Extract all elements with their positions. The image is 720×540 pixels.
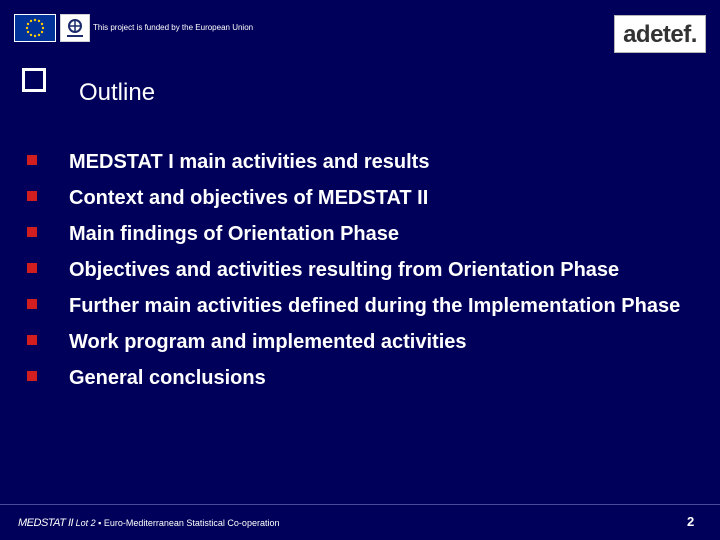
footer-program: Euro-Mediterranean Statistical Co-operation	[103, 518, 280, 528]
red-square-bullet-icon	[27, 227, 37, 237]
outline-item-text: General conclusions	[69, 367, 266, 389]
red-square-bullet-icon	[27, 191, 37, 201]
outline-item	[26, 328, 706, 357]
outline-item	[26, 256, 706, 285]
hollow-square-icon	[22, 68, 46, 92]
footer-lot: Lot 2	[75, 518, 96, 528]
footer-brand: MEDSTAT II	[18, 517, 74, 529]
adetef-logo	[614, 15, 706, 53]
red-square-bullet-icon	[27, 155, 37, 165]
outline-item	[26, 292, 706, 321]
outline-item-text: Work program and implemented activities	[69, 331, 467, 353]
outline-item	[26, 148, 706, 177]
footer-separator: ▪	[98, 518, 102, 528]
outline-item-text: Further main activities defined during the Implementation Phase	[69, 295, 681, 317]
outline-item-text: MEDSTAT I main activities and results	[69, 151, 430, 173]
red-square-bullet-icon	[27, 263, 37, 273]
slide-title: Outline	[79, 79, 156, 106]
outline-item	[26, 184, 706, 213]
outline-item	[26, 364, 706, 393]
outline-item-text: Main findings of Orientation Phase	[69, 223, 400, 245]
red-square-bullet-icon	[27, 299, 37, 309]
outline-item	[26, 220, 706, 249]
eu-flag-icon	[14, 14, 56, 42]
outline-item-text: Objectives and activities resulting from Orientation Phase	[69, 259, 620, 281]
red-square-bullet-icon	[27, 335, 37, 345]
funding-notice: This project is funded by the European Union	[93, 23, 254, 32]
footer	[18, 517, 279, 529]
outline-item-text: Context and objectives of MEDSTAT II	[69, 187, 429, 209]
red-square-bullet-icon	[27, 371, 37, 381]
footer-divider	[0, 504, 720, 505]
partner-logo-icon	[60, 14, 90, 42]
adetef-logo-text: adetef.	[623, 21, 697, 48]
outline-list	[26, 148, 706, 400]
page-number: 2	[687, 514, 695, 529]
